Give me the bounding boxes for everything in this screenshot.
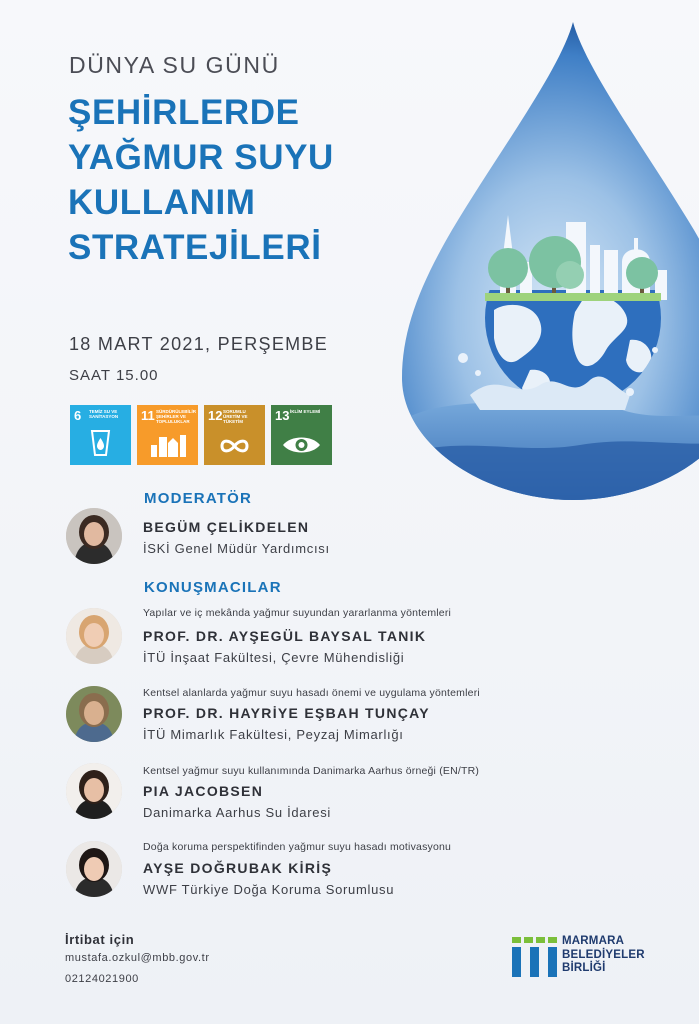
moderator-heading: MODERATÖR (144, 490, 253, 507)
avatar (66, 686, 122, 742)
speaker-role: İTÜ İnşaat Fakültesi, Çevre Mühendisliği (143, 650, 405, 665)
organizer-name (562, 935, 645, 976)
sdg-badge-6 (70, 405, 131, 465)
avatar (66, 508, 122, 564)
sdg-badge-12 (204, 405, 265, 465)
title-line: KULLANIM (68, 183, 256, 222)
moderator-block (66, 506, 686, 566)
sdg-number: 11 (141, 408, 155, 423)
organizer-line: MARMARA (562, 935, 625, 947)
speaker-name: PROF. DR. HAYRİYE EŞBAH TUNÇAY (143, 705, 430, 721)
speaker-name: PIA JACOBSEN (143, 783, 264, 799)
person-photo (66, 686, 122, 742)
avatar (66, 763, 122, 819)
sdg-badges (70, 405, 332, 465)
person-photo (66, 608, 122, 664)
organizer-line: BİRLİĞİ (562, 962, 606, 974)
event-kicker: DÜNYA SU GÜNÜ (69, 52, 280, 78)
sdg-label: SÜRDÜRÜLEBİLİR ŞEHİRLER VE TOPLULUKLAR (156, 409, 196, 425)
speaker-topic: Kentsel alanlarda yağmur suyu hasadı önemi ve uygulama yöntemleri (143, 687, 480, 699)
speaker-role: İTÜ Mimarlık Fakültesi, Peyzaj Mimarlığı (143, 727, 404, 742)
moderator-role: İSKİ Genel Müdür Yardımcısı (143, 541, 330, 556)
speaker-block (66, 762, 686, 824)
person-photo (66, 508, 122, 564)
speaker-topic: Doğa koruma perspektifinden yağmur suyu hasadı motivasyonu (143, 841, 452, 853)
speaker-role: WWF Türkiye Doğa Koruma Sorumlusu (143, 882, 395, 897)
person-photo (66, 841, 122, 897)
sdg-label: SORUMLU ÜRETİM VE TÜKETİM (223, 409, 248, 425)
title-line: YAĞMUR SUYU (68, 138, 334, 177)
speakers-heading: KONUŞMACILAR (144, 579, 282, 596)
speaker-block (66, 840, 686, 902)
avatar (66, 841, 122, 897)
event-time: SAAT 15.00 (69, 367, 159, 384)
contact-phone[interactable]: 02124021900 (65, 973, 139, 985)
sdg-number: 6 (74, 408, 82, 423)
earth-eye-icon (271, 405, 332, 465)
speaker-topic: Kentsel yağmur suyu kullanımında Danimarka Aarhus örneği (EN/TR) (143, 765, 480, 777)
avatar (66, 608, 122, 664)
contact-heading: İrtibat için (65, 932, 135, 947)
event-title (68, 90, 334, 270)
sdg-badge-11 (137, 405, 198, 465)
sdg-number: 13 (275, 408, 290, 423)
water-glass-icon (70, 405, 131, 465)
speaker-role: Danimarka Aarhus Su İdaresi (143, 805, 331, 820)
event-date: 18 MART 2021, PERŞEMBE (69, 334, 329, 354)
city-buildings-icon (137, 405, 198, 465)
sdg-badge-13 (271, 405, 332, 465)
speaker-topic: Yapılar ve iç mekânda yağmur suyundan yararlanma yöntemleri (143, 607, 452, 619)
contact-email[interactable]: mustafa.ozkul@mbb.gov.tr (65, 952, 210, 964)
speaker-name: PROF. DR. AYŞEGÜL BAYSAL TANIK (143, 628, 427, 644)
infinity-icon (204, 405, 265, 465)
sdg-number: 12 (208, 408, 223, 423)
speaker-block (66, 604, 686, 666)
moderator-name: BEGÜM ÇELİKDELEN (143, 519, 310, 535)
speaker-block (66, 684, 686, 746)
organizer-line: BELEDİYELER (562, 948, 645, 961)
title-line: ŞEHİRLERDE (68, 93, 300, 132)
speaker-name: AYŞE DOĞRUBAK KİRİŞ (143, 860, 333, 876)
sdg-label: TEMİZ SU VE SANİTASYON (89, 409, 119, 420)
person-photo (66, 763, 122, 819)
sdg-label: İKLİM EYLEMİ (290, 409, 321, 414)
title-line: STRATEJİLERİ (68, 228, 322, 267)
